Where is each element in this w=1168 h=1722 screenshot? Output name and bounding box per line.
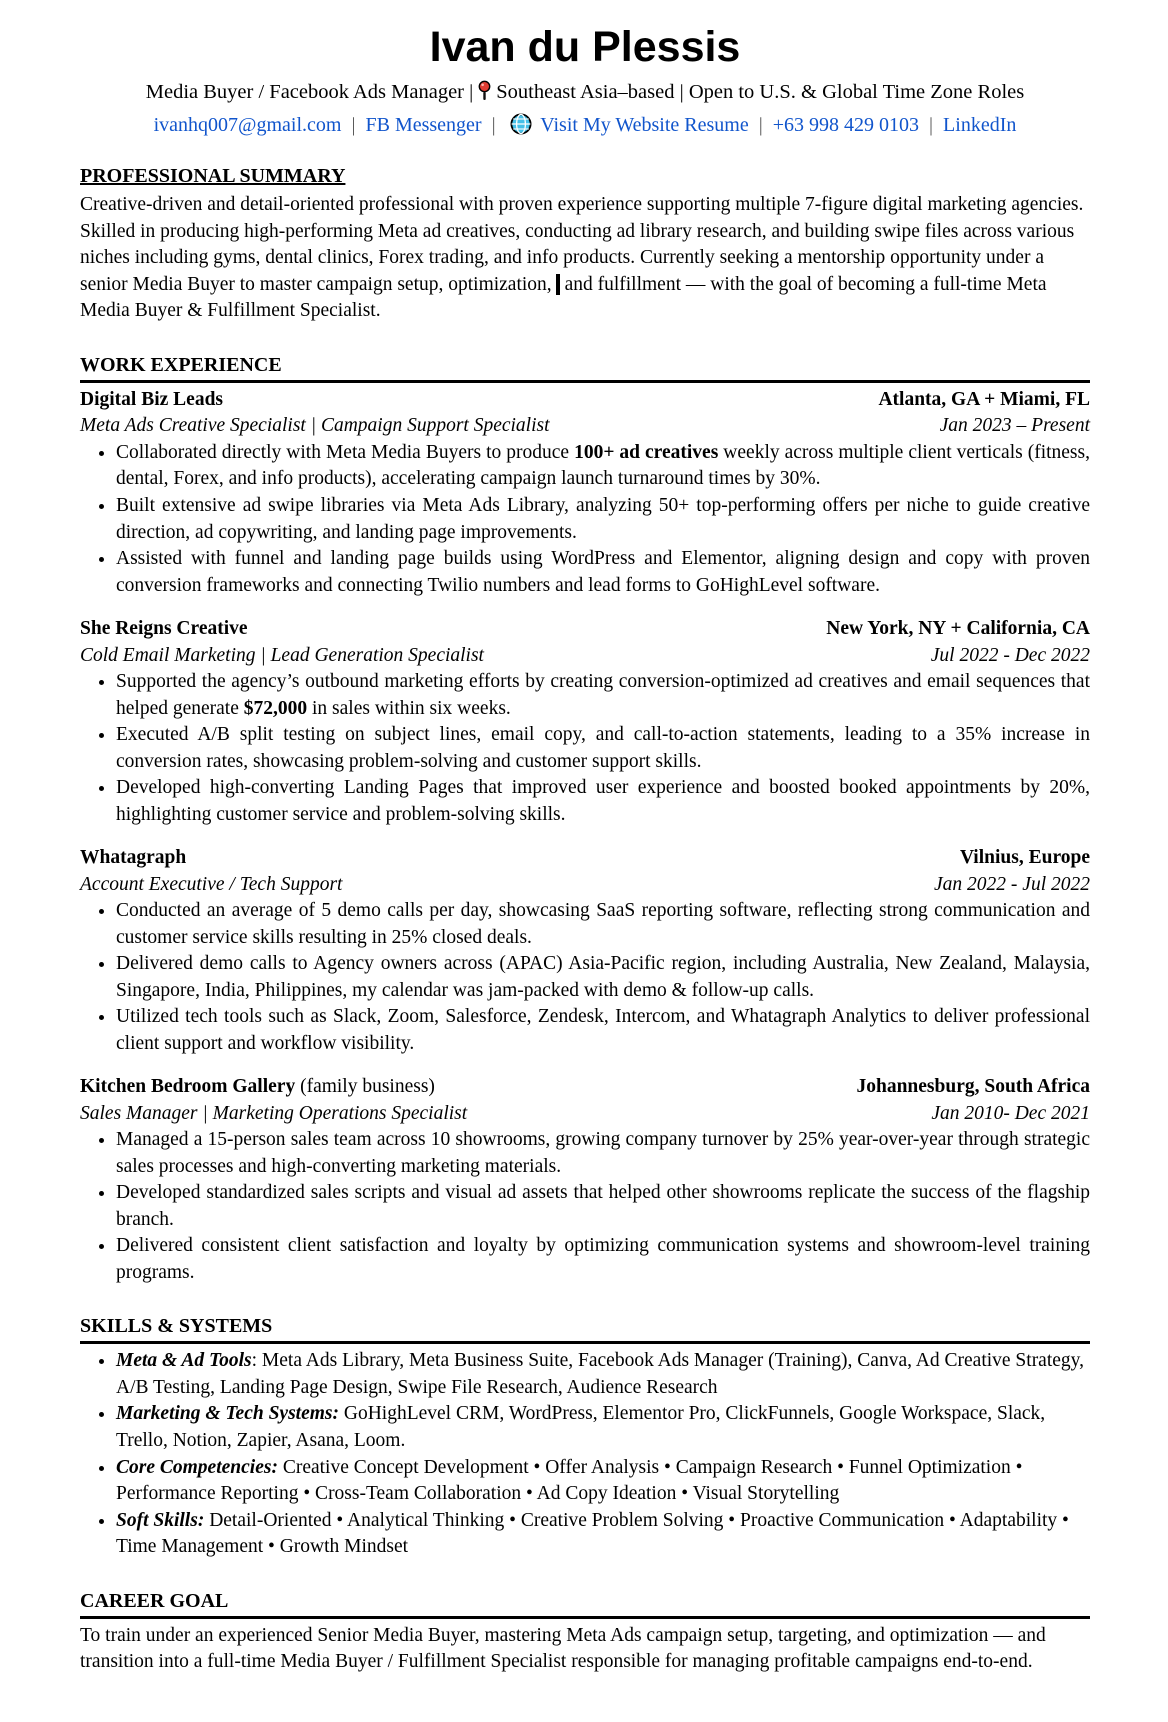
company-name bbox=[80, 616, 248, 643]
job-header-line bbox=[80, 1074, 1090, 1101]
job-entry-whatagraph bbox=[80, 845, 1090, 1057]
section-heading: CAREER GOAL bbox=[80, 1588, 1090, 1619]
job-location: Johannesburg, South Africa bbox=[856, 1076, 1090, 1098]
skills-list bbox=[80, 1348, 1090, 1560]
job-bullet bbox=[116, 951, 1090, 1004]
bullet-text: Delivered consistent client satisfaction and loyalty by optimizing communication systems and showroom-level training programs. bbox=[116, 1235, 1090, 1283]
skill-item bbox=[116, 1455, 1090, 1508]
job-subheader-line bbox=[80, 872, 1090, 899]
job-bullet bbox=[116, 669, 1090, 722]
job-role: Cold Email Marketing | Lead Generation Specialist bbox=[80, 644, 484, 666]
bullet-text: Developed standardized sales scripts and visual ad assets that helped other showrooms replicate the success of the flagship branch. bbox=[116, 1182, 1090, 1230]
job-bullet-list bbox=[80, 669, 1090, 828]
email-link[interactable]: ivanhq007@gmail.com bbox=[153, 114, 342, 137]
job-bullet bbox=[116, 1180, 1090, 1233]
job-bullet-list bbox=[80, 440, 1090, 599]
tagline-pre: Media Buyer / Facebook Ads Manager | bbox=[145, 81, 474, 104]
section-heading: SKILLS & SYSTEMS bbox=[80, 1313, 1090, 1344]
skill-detail: Detail-Oriented • Analytical Thinking • Creative Problem Solving • Proactive Communication • Adaptability • Time Management • Growth Mindset bbox=[116, 1509, 1069, 1558]
job-dates: Jan 2022 - Jul 2022 bbox=[934, 873, 1090, 895]
job-header-line bbox=[80, 845, 1090, 872]
skill-item bbox=[116, 1348, 1090, 1401]
bullet-text: Developed high-converting Landing Pages that improved user experience and boosted booked appointments by 20%, highlighting customer service and problem-solving skills. bbox=[116, 777, 1090, 825]
skill-category: Marketing & Tech Systems: bbox=[116, 1403, 339, 1425]
job-entry-she-reigns-creative bbox=[80, 616, 1090, 828]
job-bullet bbox=[116, 546, 1090, 599]
contact-line bbox=[80, 112, 1090, 139]
bullet-text: Executed A/B split testing on subject lines, email copy, and call-to-action statements, leading to a 35% increase in conversion rates, showcasing problem-solving and customer support skills. bbox=[116, 724, 1090, 772]
section-heading: WORK EXPERIENCE bbox=[80, 352, 1090, 383]
job-bullet-list bbox=[80, 1127, 1090, 1286]
career-goal-paragraph: To train under an experienced Senior Media Buyer, mastering Meta Ads campaign setup, targeting, and optimization — and transition into a full-time Media Buyer / Fulfillment Specialist responsible for managing profitable campaigns end-to-end. bbox=[80, 1624, 1046, 1673]
separator: | bbox=[929, 114, 934, 137]
company-bold: Digital Biz Leads bbox=[80, 388, 224, 410]
job-subheader-line bbox=[80, 1101, 1090, 1128]
summary-text-1: Creative-driven and detail-oriented professional with proven experience supporting multiple 7-figure digital marketing agencies. Skilled in producing high-performing Meta ad creatives, conducting ad library research, and building swipe files across various niches including gyms, dental clinics, Forex trading, and info products. Currently seeking a mentorship opportunity under a senior Media Buyer to master campaign setup, optimization, bbox=[80, 194, 1084, 295]
skill-detail: GoHighLevel CRM, WordPress, Elementor Pro, ClickFunnels, Google Workspace, Slack, Trello, Notion, Zapier, Asana, Loom. bbox=[116, 1403, 1046, 1451]
job-dates: Jan 2023 – Present bbox=[939, 415, 1090, 437]
text-cursor bbox=[556, 274, 560, 295]
job-location: Atlanta, GA + Miami, FL bbox=[878, 388, 1090, 410]
bullet-bold-text: $72,000 bbox=[243, 697, 308, 719]
bullet-text: Utilized tech tools such as Slack, Zoom, Salesforce, Zendesk, Intercom, and Whatagraph Analytics to deliver professional client support and workflow visibility. bbox=[116, 1006, 1090, 1054]
bullet-text: Managed a 15-person sales team across 10 showrooms, growing company turnover by 25% year-over-year through strategic sales processes and high-converting marketing materials. bbox=[116, 1129, 1090, 1177]
job-entry-digital-biz-leads bbox=[80, 387, 1090, 599]
section-heading: PROFESSIONAL SUMMARY bbox=[80, 165, 346, 188]
job-dates: Jul 2022 - Dec 2022 bbox=[930, 644, 1090, 666]
job-dates: Jan 2010- Dec 2021 bbox=[931, 1102, 1090, 1124]
company-name bbox=[80, 1074, 435, 1101]
job-bullet bbox=[116, 898, 1090, 951]
job-bullet bbox=[116, 1127, 1090, 1180]
fb-messenger-link[interactable]: FB Messenger bbox=[365, 114, 482, 137]
section-skills-systems bbox=[80, 1313, 1090, 1560]
separator: | bbox=[491, 114, 496, 137]
resume-header bbox=[80, 24, 1090, 139]
skill-category: Soft Skills: bbox=[116, 1509, 205, 1531]
summary-text-2: and fulfillment — with the goal of becoming a full-time Meta Media Buyer & Fulfillment Specialist. bbox=[80, 273, 1047, 322]
bullet-bold-text: 100+ ad creatives bbox=[574, 441, 719, 463]
job-bullet bbox=[116, 722, 1090, 775]
bullet-text: Delivered demo calls to Agency owners across (APAC) Asia-Pacific region, including Australia, New Zealand, Malaysia, Singapore, India, Philippines, my calendar was jam-packed with demo & follow-up calls. bbox=[116, 953, 1090, 1001]
company-bold: Whatagraph bbox=[80, 847, 187, 869]
location-pin-icon bbox=[477, 80, 492, 102]
job-header-line bbox=[80, 616, 1090, 643]
skill-item bbox=[116, 1401, 1090, 1454]
company-name bbox=[80, 845, 186, 872]
website-resume-link[interactable]: Visit My Website Resume bbox=[540, 114, 749, 137]
linkedin-link[interactable]: LinkedIn bbox=[943, 114, 1017, 137]
company-suffix: (family business) bbox=[295, 1076, 435, 1098]
summary-paragraph bbox=[80, 192, 1090, 325]
job-header-line bbox=[80, 387, 1090, 414]
bullet-text: Assisted with funnel and landing page builds using WordPress and Elementor, aligning design and copy with proven conversion frameworks and connecting Twilio numbers and lead forms to GoHighLevel software. bbox=[116, 548, 1090, 596]
separator: | bbox=[351, 114, 356, 137]
job-location: Vilnius, Europe bbox=[959, 847, 1090, 869]
job-location: New York, NY + California, CA bbox=[826, 618, 1090, 640]
skill-category: Core Competencies: bbox=[116, 1456, 278, 1478]
company-name bbox=[80, 387, 223, 414]
tagline bbox=[80, 79, 1090, 107]
job-entry-kitchen-bedroom-gallery bbox=[80, 1074, 1090, 1286]
skill-category: Meta & Ad Tools bbox=[116, 1350, 252, 1372]
bullet-text: Built extensive ad swipe libraries via Meta Ads Library, analyzing 50+ top-performing offers per niche to guide creative direction, ad copywriting, and landing page improvements. bbox=[116, 495, 1090, 543]
job-role: Meta Ads Creative Specialist | Campaign Support Specialist bbox=[80, 415, 550, 437]
bullet-text: Supported the agency’s outbound marketing efforts by creating conversion-optimized ad creatives and email sequences that helped generate bbox=[116, 671, 1090, 719]
bullet-text: Conducted an average of 5 demo calls per day, showcasing SaaS reporting software, reflecting strong communication and customer service skills resulting in 25% closed deals. bbox=[116, 900, 1090, 948]
separator: | bbox=[758, 114, 763, 137]
job-role: Account Executive / Tech Support bbox=[80, 873, 343, 895]
section-professional-summary bbox=[80, 163, 1090, 325]
candidate-name: Ivan du Plessis bbox=[429, 23, 741, 71]
phone-link[interactable]: +63 998 429 0103 bbox=[772, 114, 920, 137]
job-bullet bbox=[116, 493, 1090, 546]
section-career-goal bbox=[80, 1588, 1090, 1676]
job-subheader-line bbox=[80, 643, 1090, 670]
skill-detail: : Meta Ads Library, Meta Business Suite, Facebook Ads Manager (Training), Canva, Ad Creative Strategy, A/B Testing, Landing Page Design, Swipe File Research, Audience Research bbox=[116, 1350, 1085, 1398]
company-bold: Kitchen Bedroom Gallery bbox=[80, 1076, 296, 1098]
tagline-post: Southeast Asia–based | Open to U.S. & Global Time Zone Roles bbox=[496, 81, 1025, 104]
bullet-text: in sales within six weeks. bbox=[307, 697, 511, 719]
job-bullet bbox=[116, 440, 1090, 493]
bullet-text: Collaborated directly with Meta Media Buyers to produce bbox=[116, 441, 575, 463]
job-bullet bbox=[116, 1233, 1090, 1286]
skill-detail: Creative Concept Development • Offer Analysis • Campaign Research • Funnel Optimization • Performance Reporting • Cross-Team Collaboration • Ad Copy Ideation • Visual Storytelling bbox=[116, 1456, 1023, 1505]
job-subheader-line bbox=[80, 413, 1090, 440]
globe-icon bbox=[510, 113, 532, 135]
job-role: Sales Manager | Marketing Operations Specialist bbox=[80, 1102, 468, 1124]
company-bold: She Reigns Creative bbox=[80, 618, 248, 640]
job-bullet bbox=[116, 775, 1090, 828]
job-bullet-list bbox=[80, 898, 1090, 1057]
section-work-experience bbox=[80, 352, 1090, 1287]
skill-item bbox=[116, 1508, 1090, 1561]
bullet-text: weekly across multiple client verticals (fitness, dental, Forex, and info products), accelerating campaign launch turnaround times by 30%. bbox=[116, 441, 1090, 490]
job-bullet bbox=[116, 1004, 1090, 1057]
